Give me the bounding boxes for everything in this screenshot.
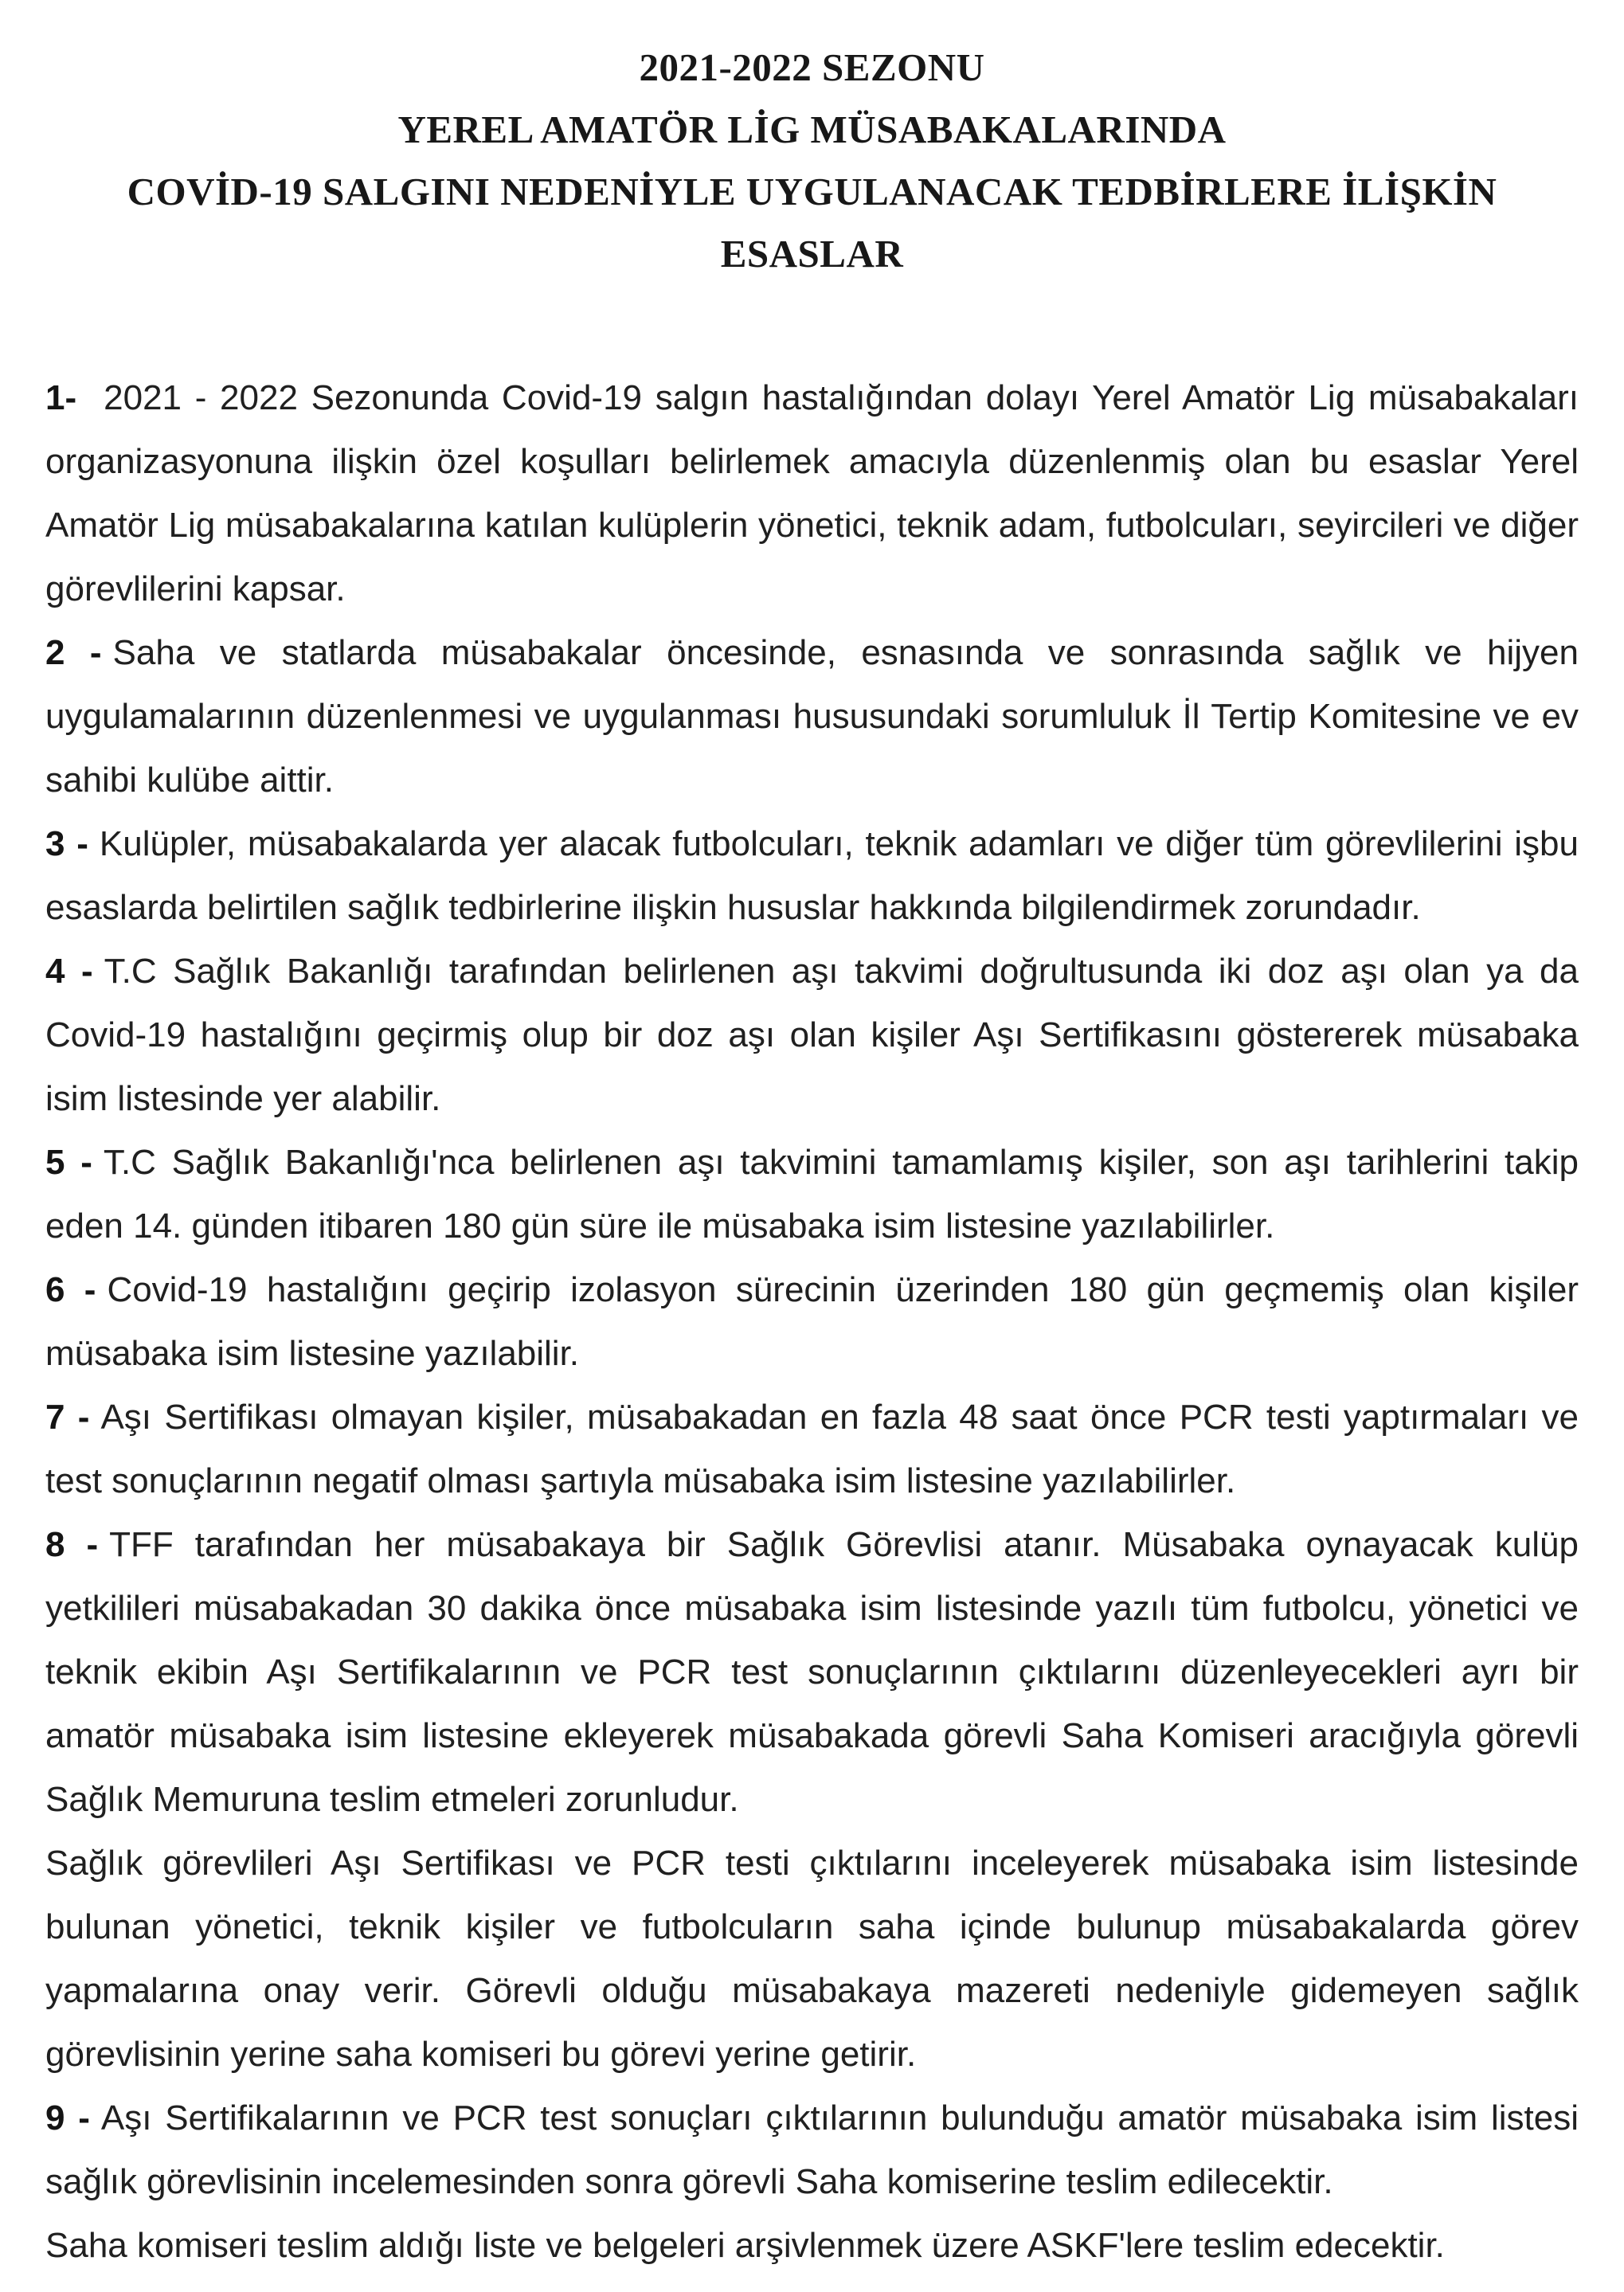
paragraph-2-text: Saha ve statlarda müsabakalar öncesinde, esnasında ve sonrasında sağlık ve hijyen uygulamalarının düzenlenmesi ve uygulanması hususundaki sorumluluk İl Tertip Komitesine ve ev sahibi kulübe aittir. (45, 633, 1579, 800)
paragraph-3 (45, 812, 1579, 940)
paragraph-4-number: 4 - (45, 952, 93, 991)
paragraph-3-number: 3 - (45, 824, 88, 863)
title-line-season: 2021-2022 SEZONU (639, 45, 985, 89)
paragraph-8-text: TFF tarafından her müsabakaya bir Sağlık Görevlisi atanır. Müsabaka oynayacak kulüp yetkilileri müsabakadan 30 dakika önce müsabaka isim listesinde yazılı tüm futbolcu, yönetici ve teknik ekibin Aşı Sertifikalarının ve PCR test sonuçlarının çıktılarını düzenleyecekleri ayrı bir amatör müsabaka isim listesine ekleyerek müsabakada görevli Saha Komiseri aracığıyla görevli Sağlık Memuruna teslim etmeleri zorunludur. (45, 1525, 1579, 1819)
title-line-league: YEREL AMATÖR LİG MÜSABAKALARINDA (397, 108, 1227, 151)
paragraph-9-number: 9 - (45, 2098, 90, 2138)
paragraph-1 (45, 366, 1579, 621)
paragraph-8-continuation-text: Sağlık görevlileri Aşı Sertifikası ve PCR testi çıktılarını inceleyerek müsabaka isim listesinde bulunan yönetici, teknik kişiler ve futbolcuların saha içinde bulunup müsabakalarda görev yapmalarına onay verir. Görevli olduğu müsabakaya mazereti nedeniyle gidemeyen sağlık görevlisinin yerine saha komiseri bu görevi yerine getirir. (45, 1844, 1579, 2074)
paragraph-5-number: 5 - (45, 1143, 92, 1182)
paragraph-5-text: T.C Sağlık Bakanlığı'nca belirlenen aşı takvimini tamamlamış kişiler, son aşı tarihlerini takip eden 14. günden itibaren 180 gün süre ile müsabaka isim listesine yazılabilirler. (45, 1143, 1579, 1246)
paragraph-4 (45, 940, 1579, 1131)
paragraph-5 (45, 1131, 1579, 1258)
document-body (45, 366, 1579, 2278)
paragraph-7 (45, 1386, 1579, 1513)
paragraph-8-number: 8 - (45, 1525, 99, 1564)
paragraph-8-continuation (45, 1832, 1579, 2087)
title-line-esaslar: ESASLAR (720, 232, 904, 276)
paragraph-4-text: T.C Sağlık Bakanlığı tarafından belirlenen aşı takvimi doğrultusunda iki doz aşı olan ya da Covid-19 hastalığını geçirmiş olup bir doz aşı olan kişiler Aşı Sertifikasını göstererek müsabaka isim listesinde yer alabilir. (45, 952, 1579, 1118)
paragraph-9 (45, 2087, 1579, 2214)
paragraph-7-text: Aşı Sertifikası olmayan kişiler, müsabakadan en fazla 48 saat önce PCR testi yaptırmaları ve test sonuçlarının negatif olması şartıyla müsabaka isim listesine yazılabilirler. (45, 1398, 1579, 1500)
paragraph-9-continuation (45, 2214, 1579, 2278)
title-line-covid: COVİD-19 SALGINI NEDENİYLE UYGULANACAK TEDBİRLERE İLİŞKİN (127, 170, 1497, 213)
paragraph-2 (45, 621, 1579, 812)
paragraph-9-text: Aşı Sertifikalarının ve PCR test sonuçları çıktılarının bulunduğu amatör müsabaka isim listesi sağlık görevlisinin incelemesinden sonra görevli Saha komiserine teslim edilecektir. (45, 2098, 1579, 2201)
paragraph-1-number: 1- (45, 378, 77, 417)
paragraph-2-number: 2 - (45, 633, 102, 672)
paragraph-6 (45, 1258, 1579, 1386)
paragraph-8 (45, 1513, 1579, 1832)
paragraph-9-continuation-text: Saha komiseri teslim aldığı liste ve belgeleri arşivlenmek üzere ASKF'lere teslim edecektir. (45, 2226, 1445, 2265)
paragraph-7-number: 7 - (45, 1398, 90, 1437)
paragraph-3-text: Kulüpler, müsabakalarda yer alacak futbolcuları, teknik adamları ve diğer tüm görevlilerini işbu esaslarda belirtilen sağlık tedbirlerine ilişkin hususlar hakkında bilgilendirmek zorundadır. (45, 824, 1579, 927)
paragraph-6-text: Covid-19 hastalığını geçirip izolasyon sürecinin üzerinden 180 gün geçmemiş olan kişiler müsabaka isim listesine yazılabilir. (45, 1270, 1579, 1373)
document-title (45, 37, 1579, 285)
paragraph-6-number: 6 - (45, 1270, 96, 1309)
paragraph-1-text: 2021 - 2022 Sezonunda Covid-19 salgın hastalığından dolayı Yerel Amatör Lig müsabakaları organizasyonuna ilişkin özel koşulları belirlemek amacıyla düzenlenmiş olan bu esaslar Yerel Amatör Lig müsabakalarına katılan kulüplerin yönetici, teknik adam, futbolcuları, seyircileri ve diğer görevlilerini kapsar. (45, 378, 1579, 608)
